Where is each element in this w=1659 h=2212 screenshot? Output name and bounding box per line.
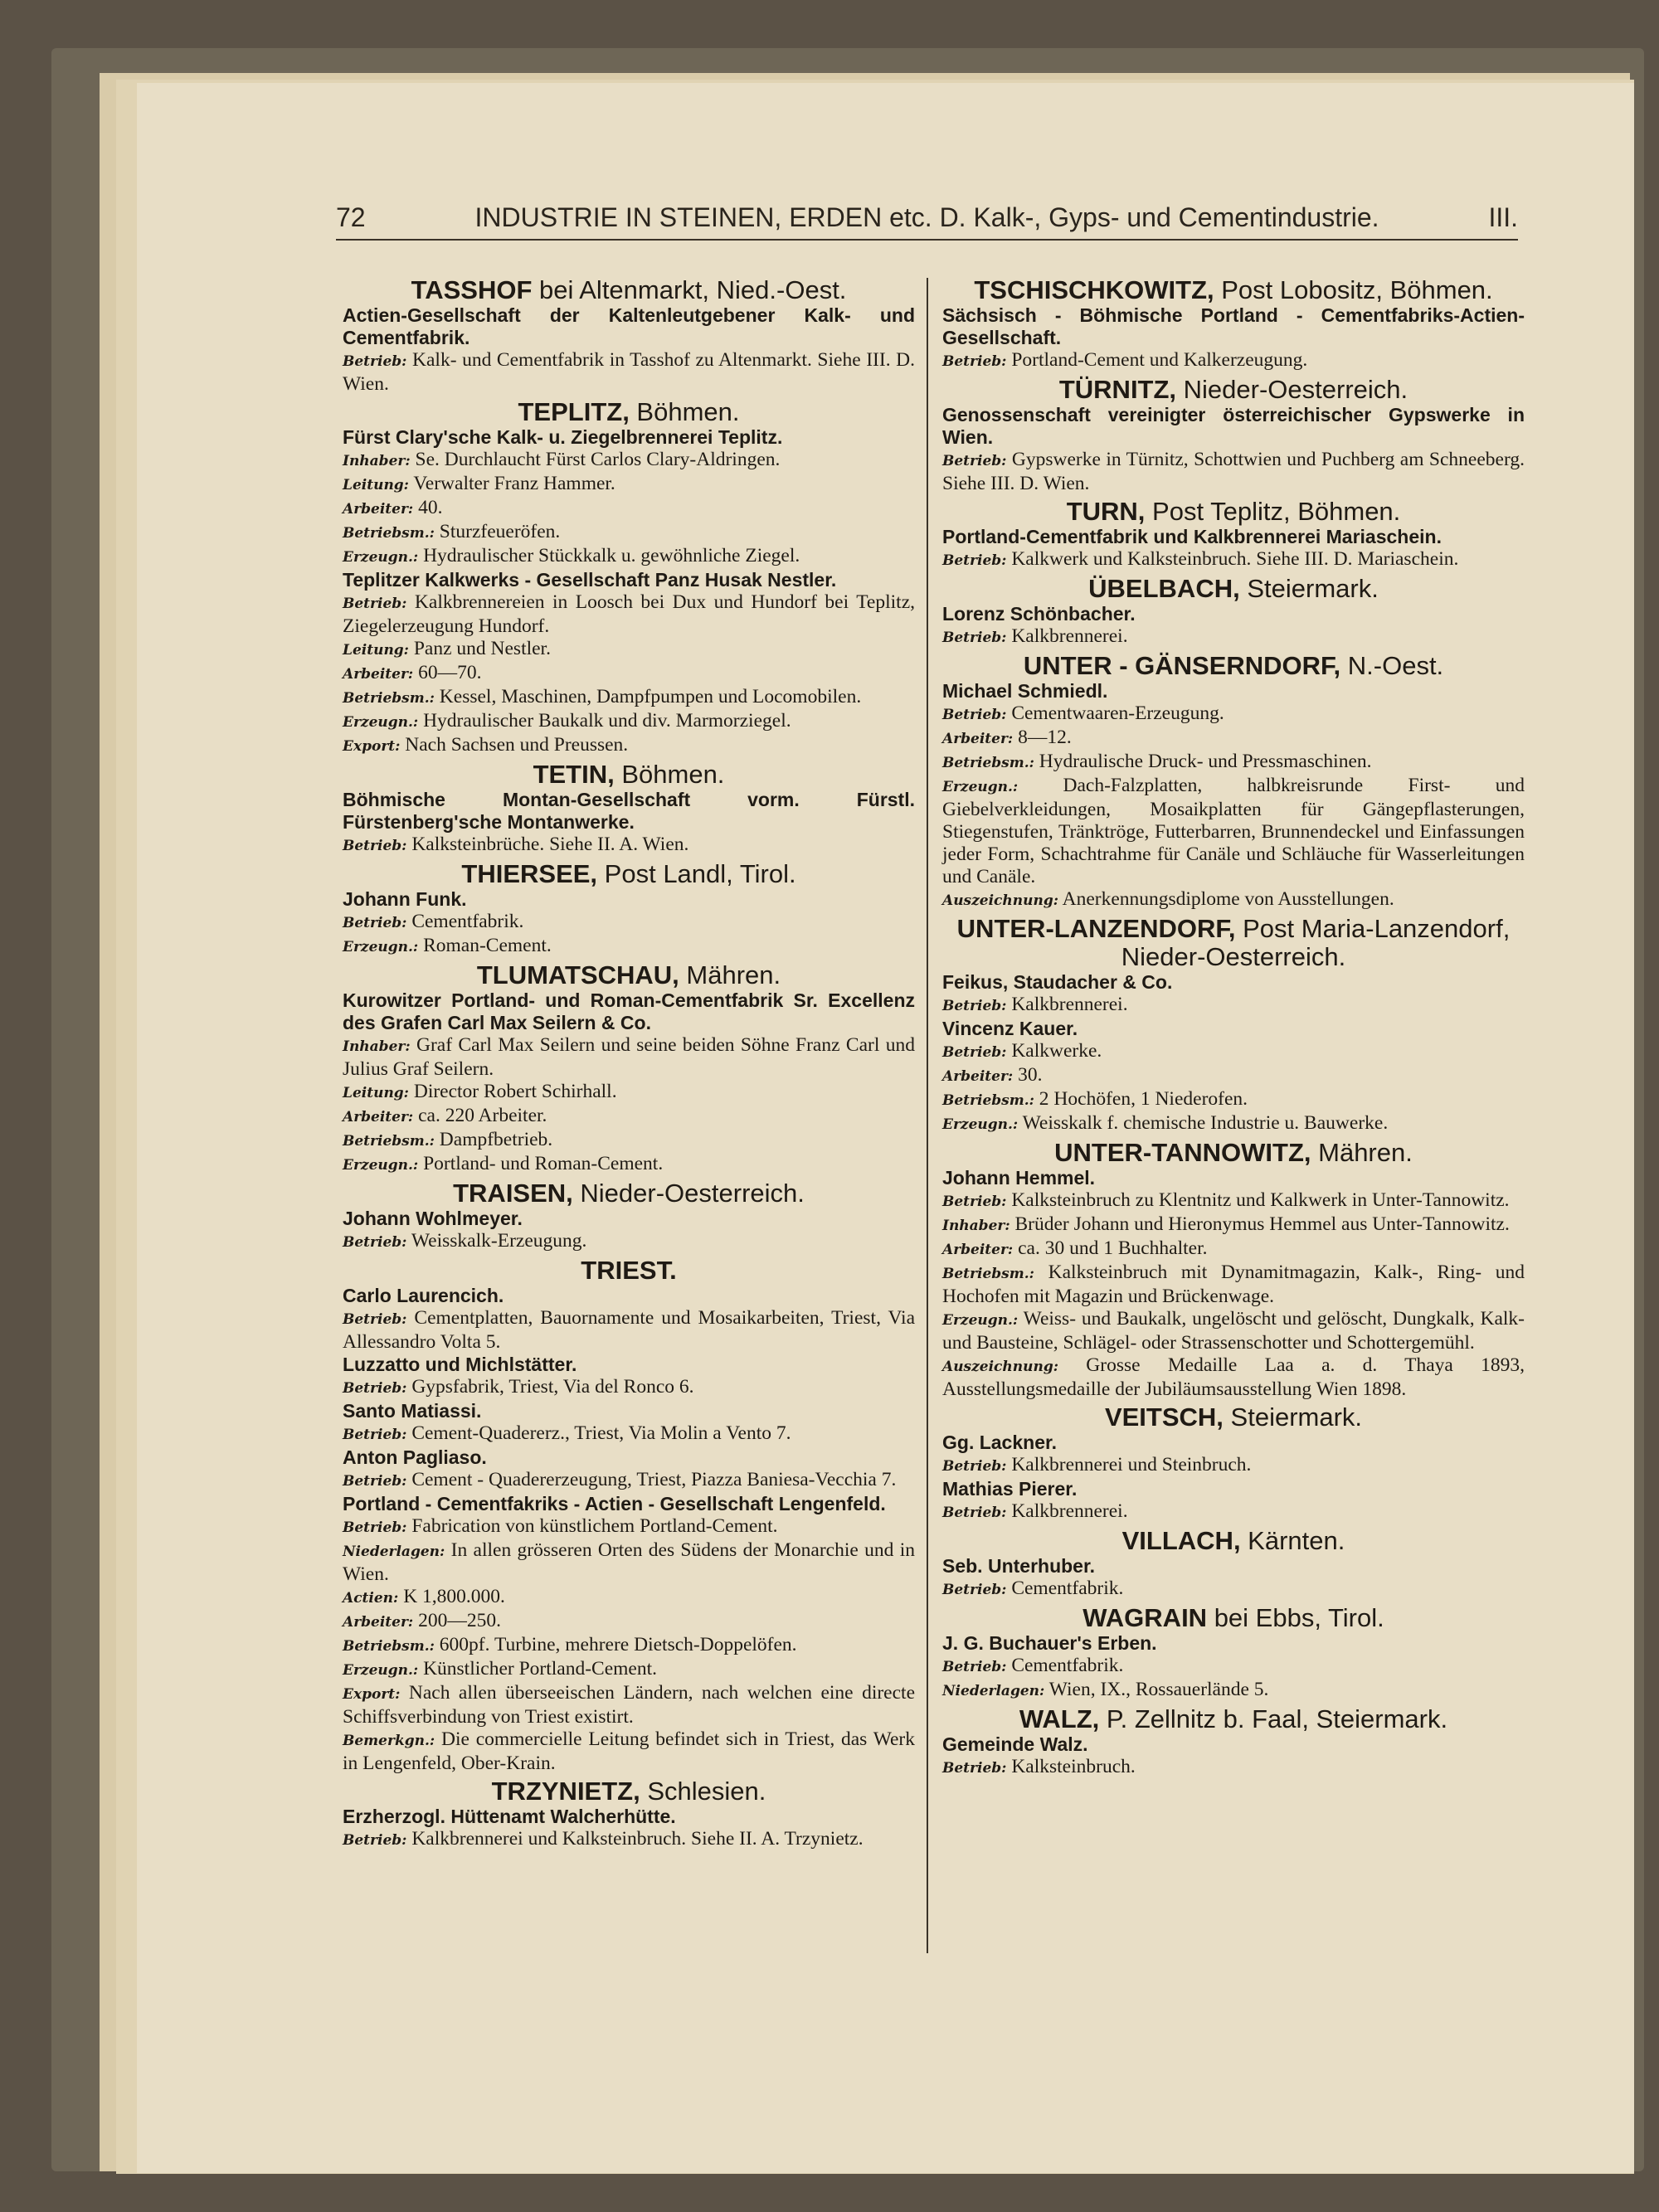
entry-line: [942, 994, 1525, 1018]
entry-text: Kalksteinbruch.: [1006, 1756, 1136, 1777]
entry-text: Kalkbrennerei.: [1006, 1500, 1128, 1522]
entry-line: [942, 625, 1525, 649]
place-heading: [942, 376, 1525, 404]
entry-label: Betrieb:: [942, 998, 1007, 1014]
entry-text: Kalkbrennereien in Loosch bei Dux und Hundorf bei Teplitz, Ziegelerzeugung Hundorf.: [343, 591, 915, 637]
entry-text: Nach Sachsen und Preussen.: [400, 734, 629, 756]
entry-label: Betrieb:: [942, 707, 1007, 723]
page-number: 72: [336, 202, 366, 232]
place-region: Post Maria-Lanzendorf, Nieder-Oesterreich.: [1121, 914, 1511, 971]
company-name: Santo Matiassi.: [343, 1400, 482, 1422]
entry-text: Kessel, Maschinen, Dampfpumpen und Locomobilen.: [434, 686, 862, 707]
entry-label: Betrieb:: [942, 353, 1007, 370]
place-name: WAGRAIN: [1082, 1603, 1208, 1632]
entry-line: [343, 1828, 915, 1852]
entry-label: Betrieb:: [942, 453, 1007, 469]
entry-line: [343, 686, 915, 710]
place-region: Post Teplitz, Böhmen.: [1145, 497, 1401, 526]
entry-label: Bemerkgn.:: [343, 1733, 435, 1749]
entry-text: Verwalter Franz Hammer.: [408, 473, 615, 494]
entry-text: Weisskalk-Erzeugung.: [406, 1230, 587, 1252]
entry-label: Betrieb:: [343, 1311, 407, 1328]
left-column: [343, 274, 915, 1852]
place-region: Nieder-Oesterreich.: [1176, 375, 1408, 404]
entry-text: 600pf. Turbine, mehrere Dietsch-Doppelöfen.: [434, 1634, 797, 1655]
entry-text: Die commercielle Leitung befindet sich in Triest, das Werk in Lengenfeld, Ober-Krain.: [343, 1728, 915, 1774]
entry-text: Weiss- und Baukalk, ungelöscht und gelöscht, Dungkalk, Kalk- und Bausteine, Schlägel- oder Strassenschotter und Schottergemühl.: [942, 1308, 1525, 1354]
entry-line: [343, 1105, 915, 1129]
entry-label: Betrieb:: [942, 1044, 1007, 1061]
place-name: TÜRNITZ,: [1058, 375, 1177, 404]
place-region: Kärnten.: [1240, 1526, 1345, 1555]
entry-label: Arbeiter:: [942, 1242, 1014, 1258]
entry-label: Export:: [343, 1686, 401, 1703]
place-region: Mähren.: [1311, 1138, 1413, 1167]
entry-text: Kalksteinbruch mit Dynamitmagazin, Kalk-, Ring- und Hochofen mit Magazin und Brückenwage.: [942, 1262, 1525, 1307]
entry-label: Betrieb:: [942, 630, 1007, 646]
entry-line: [942, 888, 1525, 912]
place-name: TRZYNIETZ,: [491, 1777, 640, 1806]
company-name: Genossenschaft vereinigter österreichischer Gypswerke in Wien.: [942, 404, 1525, 448]
place-region: Schlesien.: [640, 1777, 766, 1806]
entry-text: Künstlicher Portland-Cement.: [418, 1658, 658, 1680]
entry-text: Hydraulischer Stückkalk u. gewöhnliche Ziegel.: [418, 545, 800, 566]
entry-label: Erzeugn.:: [343, 1662, 419, 1679]
entry-line: [343, 591, 915, 638]
place-region: Mähren.: [679, 960, 781, 989]
entry-label: Erzeugn.:: [942, 1116, 1019, 1133]
company-name: Seb. Unterhuber.: [942, 1555, 1096, 1577]
entry-text: Graf Carl Max Seilern und seine beiden Söhne Franz Carl und Julius Graf Seilern.: [343, 1034, 915, 1080]
entry-text: Director Robert Schirhall.: [408, 1081, 617, 1102]
place-heading: [343, 860, 915, 888]
place-heading: [942, 276, 1525, 304]
company-name: Johann Hemmel.: [942, 1167, 1096, 1189]
entry-text: Gypsfabrik, Triest, Via del Ronco 6.: [406, 1376, 694, 1398]
entry-label: Erzeugn.:: [942, 1312, 1019, 1329]
entry-text: Weisskalk f. chemische Industrie u. Bauwerke.: [1018, 1112, 1389, 1134]
entry-label: Betrieb:: [343, 353, 407, 370]
entry-line: [942, 1213, 1525, 1237]
entry-line: [343, 1153, 915, 1177]
entry-label: Inhaber:: [343, 1038, 411, 1055]
entry-text: Kalkwerke.: [1006, 1040, 1102, 1062]
entry-line: [942, 1354, 1525, 1401]
entry-text: 2 Hochöfen, 1 Niederofen.: [1034, 1088, 1248, 1110]
entry-text: 40.: [413, 497, 443, 518]
entry-label: Betrieb:: [942, 552, 1007, 569]
column-divider: [927, 278, 928, 1953]
place-name: TURN,: [1066, 497, 1146, 526]
entry-text: Panz und Nestler.: [408, 638, 551, 659]
entry-line: [942, 548, 1525, 572]
entry-line: [343, 1230, 915, 1254]
place-name: TLUMATSCHAU,: [476, 960, 679, 989]
entry-label: Erzeugn.:: [343, 939, 419, 955]
entry-line: [942, 1237, 1525, 1262]
place-name: TETIN,: [533, 760, 615, 789]
entry-text: 60—70.: [413, 662, 482, 683]
entry-line: [942, 1064, 1525, 1088]
entry-line: [942, 1756, 1525, 1780]
place-heading: [942, 1604, 1525, 1632]
entry-line: [942, 1112, 1525, 1136]
place-heading: [942, 1527, 1525, 1555]
entry-text: 200—250.: [413, 1610, 501, 1631]
entry-text: Hydraulische Druck- und Pressmaschinen.: [1034, 751, 1372, 772]
place-heading: [942, 1403, 1525, 1432]
entry-text: Cementwaaren-Erzeugung.: [1006, 702, 1224, 724]
entry-line: [942, 702, 1525, 727]
entry-label: Betrieb:: [343, 915, 407, 931]
place-name: TRIEST.: [581, 1256, 677, 1285]
entry-line: [343, 1610, 915, 1634]
entry-line: [343, 1307, 915, 1354]
entry-label: Betrieb:: [942, 1659, 1007, 1675]
section-number: III.: [1488, 202, 1518, 232]
entry-label: Erzeugn.:: [343, 1157, 419, 1174]
entry-text: Se. Durchlaucht Fürst Carlos Clary-Aldringen.: [410, 449, 781, 470]
place-name: UNTER - GÄNSERNDORF,: [1023, 651, 1341, 680]
entry-text: Cementfabrik.: [1006, 1655, 1124, 1676]
entry-text: Cement-Quadererz., Triest, Via Molin a Vento 7.: [406, 1422, 791, 1444]
entry-line: [343, 935, 915, 959]
entry-text: K 1,800.000.: [398, 1586, 505, 1607]
place-heading: [942, 498, 1525, 526]
entry-text: Grosse Medaille Laa a. d. Thaya 1893, Ausstellungsmedaille der Jubiläumsausstellung Wien 1898.: [942, 1354, 1525, 1400]
entry-text: Cementfabrik.: [406, 911, 524, 932]
entry-text: Brüder Johann und Hieronymus Hemmel aus Unter-Tannowitz.: [1010, 1213, 1510, 1235]
place-heading: [942, 1705, 1525, 1733]
entry-label: Niederlagen:: [343, 1544, 445, 1560]
entry-text: Cementplatten, Bauornamente und Mosaikarbeiten, Triest, Via Allessandro Volta 5.: [343, 1307, 915, 1353]
entry-text: Portland-Cement und Kalkerzeugung.: [1006, 349, 1308, 371]
entry-line: [343, 834, 915, 858]
company-name: Teplitzer Kalkwerks - Gesellschaft Panz Husak Nestler.: [343, 569, 837, 591]
entry-line: [343, 1515, 915, 1539]
place-name: THIERSEE,: [461, 859, 598, 888]
entry-text: Cement - Quadererzeugung, Triest, Piazza Baniesa-Vecchia 7.: [406, 1469, 897, 1490]
place-heading: [343, 761, 915, 789]
entry-text: 8—12.: [1013, 727, 1072, 748]
company-name: Vincenz Kauer.: [942, 1018, 1078, 1039]
entry-label: Betriebsm.:: [343, 1638, 435, 1655]
entry-line: [343, 1658, 915, 1682]
company-name: Johann Funk.: [343, 888, 467, 910]
header-title: INDUSTRIE IN STEINEN, ERDEN etc. D. Kalk-, Gyps- und Cementindustrie.: [474, 202, 1379, 232]
entry-text: Wien, IX., Rossauerlände 5.: [1044, 1679, 1269, 1700]
entry-label: Erzeugn.:: [942, 779, 1019, 795]
place-heading: [343, 398, 915, 426]
entry-line: [942, 1679, 1525, 1703]
company-name: Portland - Cementfakriks - Actien - Gesellschaft Lengenfeld.: [343, 1493, 886, 1514]
place-region: Steiermark.: [1223, 1403, 1363, 1432]
place-name: WALZ,: [1019, 1704, 1100, 1733]
place-region: Nieder-Oesterreich.: [572, 1179, 805, 1208]
entry-line: [343, 911, 915, 935]
place-name: VEITSCH,: [1104, 1403, 1224, 1432]
entry-line: [942, 1454, 1525, 1478]
entry-label: Betriebsm.:: [343, 1133, 435, 1150]
company-name: Johann Wohlmeyer.: [343, 1208, 523, 1229]
entry-line: [942, 1262, 1525, 1308]
entry-line: [942, 1308, 1525, 1354]
place-name: ÜBELBACH,: [1088, 574, 1240, 603]
place-region: bei Altenmarkt, Nied.-Oest.: [532, 275, 847, 304]
entry-text: Sturzfeueröfen.: [434, 521, 561, 542]
place-name: UNTER-LANZENDORF,: [956, 914, 1236, 943]
entry-label: Betrieb:: [343, 1519, 407, 1536]
running-header: [336, 202, 1518, 233]
place-name: VILLACH,: [1121, 1526, 1241, 1555]
entry-line: [343, 1634, 915, 1658]
entry-label: Betrieb:: [343, 1473, 407, 1490]
company-name: Kurowitzer Portland- und Roman-Cementfabrik Sr. Excellenz des Grafen Carl Max Seilern & Co.: [343, 989, 915, 1033]
entry-text: Dampfbetrieb.: [434, 1129, 553, 1150]
entry-line: [343, 1129, 915, 1153]
place-heading: [343, 961, 915, 989]
entry-text: Kalksteinbruch zu Klentnitz und Kalkwerk in Unter-Tannowitz.: [1006, 1189, 1510, 1211]
entry-label: Erzeugn.:: [343, 714, 419, 731]
entry-line: [942, 1040, 1525, 1064]
entry-label: Betrieb:: [343, 838, 407, 854]
entry-text: Kalkbrennerei und Steinbruch.: [1006, 1454, 1252, 1475]
entry-label: Leitung:: [343, 642, 409, 659]
entry-text: Anerkennungsdiplome von Ausstellungen.: [1058, 888, 1394, 910]
entry-label: Betrieb:: [942, 1458, 1007, 1475]
place-heading: [343, 1777, 915, 1806]
entry-label: Betrieb:: [343, 1380, 407, 1397]
entry-label: Betrieb:: [942, 1194, 1007, 1210]
entry-line: [942, 751, 1525, 775]
entry-label: Betriebsm.:: [942, 1092, 1034, 1109]
entry-text: In allen grösseren Orten des Südens der Monarchie und in Wien.: [343, 1539, 915, 1585]
place-heading: [343, 1257, 915, 1285]
entry-line: [343, 638, 915, 662]
entry-line: [343, 1422, 915, 1446]
entry-text: 30.: [1013, 1064, 1043, 1086]
company-name: J. G. Buchauer's Erben.: [942, 1632, 1157, 1654]
entry-line: [942, 1189, 1525, 1213]
entry-text: Kalksteinbrüche. Siehe II. A. Wien.: [406, 834, 689, 855]
entry-label: Arbeiter:: [343, 1614, 414, 1631]
entry-line: [343, 1034, 915, 1081]
entry-label: Arbeiter:: [343, 666, 414, 683]
entry-line: [942, 449, 1525, 495]
entry-label: Auszeichnung:: [942, 892, 1059, 909]
place-region: Böhmen.: [629, 397, 740, 426]
entry-text: Roman-Cement.: [418, 935, 552, 956]
entry-text: Kalkbrennerei und Kalksteinbruch. Siehe II. A. Trzynietz.: [406, 1828, 864, 1850]
entry-text: Hydraulischer Baukalk und div. Marmorziegel.: [418, 710, 791, 732]
place-heading: [942, 575, 1525, 603]
entry-text: Fabrication von künstlichem Portland-Cement.: [406, 1515, 778, 1537]
entry-label: Arbeiter:: [343, 501, 414, 518]
entry-label: Leitung:: [343, 1085, 409, 1101]
company-name: Erzherzogl. Hüttenamt Walcherhütte.: [343, 1806, 676, 1827]
entry-line: [942, 1088, 1525, 1112]
entry-label: Leitung:: [343, 477, 409, 493]
place-name: TEPLITZ,: [518, 397, 630, 426]
entry-line: [343, 521, 915, 545]
entry-label: Auszeichnung:: [942, 1359, 1059, 1375]
entry-label: Inhaber:: [343, 453, 411, 469]
entry-line: [343, 710, 915, 734]
entry-label: Arbeiter:: [942, 1068, 1014, 1085]
entry-text: Cementfabrik.: [1006, 1578, 1124, 1599]
entry-label: Betrieb:: [343, 596, 407, 612]
entry-label: Betrieb:: [343, 1234, 407, 1251]
entry-label: Betriebsm.:: [343, 525, 435, 542]
entry-label: Betrieb:: [942, 1760, 1007, 1777]
entry-line: [942, 1500, 1525, 1524]
company-name: Lorenz Schönbacher.: [942, 603, 1136, 625]
entry-label: Betriebsm.:: [942, 755, 1034, 771]
company-name: Carlo Laurencich.: [343, 1285, 504, 1306]
entry-text: ca. 220 Arbeiter.: [413, 1105, 547, 1126]
entry-line: [343, 473, 915, 497]
company-name: Portland-Cementfabrik und Kalkbrennerei Mariaschein.: [942, 526, 1442, 547]
right-column: [942, 274, 1525, 1780]
entry-text: Portland- und Roman-Cement.: [418, 1153, 664, 1174]
company-name: Actien-Gesellschaft der Kaltenleutgebener Kalk- und Cementfabrik.: [343, 304, 915, 348]
entry-label: Arbeiter:: [942, 731, 1014, 747]
entry-label: Betrieb:: [942, 1505, 1007, 1521]
entry-text: ca. 30 und 1 Buchhalter.: [1013, 1237, 1208, 1259]
entry-line: [343, 545, 915, 569]
entry-line: [343, 449, 915, 473]
company-name: Sächsisch - Böhmische Portland - Cementfabriks-Actien-Gesellschaft.: [942, 304, 1525, 348]
entry-line: [942, 727, 1525, 751]
company-name: Fürst Clary'sche Kalk- u. Ziegelbrennerei Teplitz.: [343, 426, 783, 448]
company-name: Anton Pagliaso.: [343, 1446, 487, 1468]
entry-label: Betrieb:: [343, 1427, 407, 1443]
entry-line: [942, 349, 1525, 373]
entry-text: Kalkbrennerei.: [1006, 625, 1128, 647]
entry-label: Betrieb:: [343, 1832, 407, 1849]
place-heading: [942, 1139, 1525, 1167]
entry-label: Niederlagen:: [942, 1683, 1045, 1699]
entry-label: Actien:: [343, 1590, 399, 1607]
entry-line: [343, 1376, 915, 1400]
company-name: Böhmische Montan-Gesellschaft vorm. Fürstl. Fürstenberg'sche Montanwerke.: [343, 789, 915, 833]
place-region: N.-Oest.: [1340, 651, 1444, 680]
entry-line: [942, 1655, 1525, 1679]
entry-text: Kalkbrennerei.: [1006, 994, 1128, 1015]
entry-line: [343, 349, 915, 396]
entry-text: Kalk- und Cementfabrik in Tasshof zu Altenmarkt. Siehe III. D. Wien.: [343, 349, 915, 395]
place-heading: [942, 652, 1525, 680]
company-name: Michael Schmiedl.: [942, 680, 1108, 702]
place-name: TSCHISCHKOWITZ,: [974, 275, 1214, 304]
entry-label: Export:: [343, 738, 401, 755]
entry-text: Nach allen überseeischen Ländern, nach welchen eine directe Schiffsverbindung von Triest existirt.: [343, 1682, 915, 1728]
entry-line: [942, 1578, 1525, 1602]
entry-label: Arbeiter:: [343, 1109, 414, 1125]
place-region: bei Ebbs, Tirol.: [1207, 1603, 1384, 1632]
place-name: TASSHOF: [411, 275, 533, 304]
company-name: Mathias Pierer.: [942, 1478, 1078, 1500]
place-heading: [942, 915, 1525, 971]
entry-label: Erzeugn.:: [343, 549, 419, 566]
entry-text: Kalkwerk und Kalksteinbruch. Siehe III. D. Mariaschein.: [1006, 548, 1459, 570]
entry-label: Betriebsm.:: [942, 1266, 1034, 1282]
entry-line: [343, 1539, 915, 1586]
entry-line: [343, 1081, 915, 1105]
place-heading: [343, 1179, 915, 1208]
entry-line: [343, 734, 915, 758]
entry-line: [343, 1728, 915, 1775]
company-name: Luzzatto und Michlstätter.: [343, 1354, 577, 1375]
entry-label: Inhaber:: [942, 1218, 1010, 1234]
entry-line: [343, 1469, 915, 1493]
place-region: P. Zellnitz b. Faal, Steiermark.: [1099, 1704, 1448, 1733]
entry-line: [942, 775, 1525, 888]
place-region: Steiermark.: [1239, 574, 1379, 603]
place-heading: [343, 276, 915, 304]
company-name: Gg. Lackner.: [942, 1432, 1058, 1453]
place-region: Post Landl, Tirol.: [597, 859, 796, 888]
entry-label: Betrieb:: [942, 1582, 1007, 1598]
place-region: Post Lobositz, Böhmen.: [1214, 275, 1493, 304]
place-region: Böhmen.: [614, 760, 725, 789]
entry-line: [343, 1682, 915, 1728]
place-name: TRAISEN,: [453, 1179, 573, 1208]
place-name: UNTER-TANNOWITZ,: [1054, 1138, 1311, 1167]
entry-line: [343, 497, 915, 521]
entry-line: [343, 1586, 915, 1610]
company-name: Gemeinde Walz.: [942, 1733, 1088, 1755]
entry-label: Betriebsm.:: [343, 690, 435, 707]
entry-text: Gypswerke in Türnitz, Schottwien und Puchberg am Schneeberg. Siehe III. D. Wien.: [942, 449, 1525, 494]
company-name: Feikus, Staudacher & Co.: [942, 971, 1173, 993]
entry-line: [343, 662, 915, 686]
header-rule: [336, 239, 1518, 241]
entry-text: Dach-Falzplatten, halbkreisrunde First- und Giebelverkleidungen, Mosaikplatten für Gängepflasterungen, Stiegenstufen, Tränktröge, Futterbarren, Brunnendeckel und Einfassungen jeder Form, Schachtrahme für Canäle und Schläuche für Wasserleitungen und Canäle.: [942, 775, 1525, 887]
